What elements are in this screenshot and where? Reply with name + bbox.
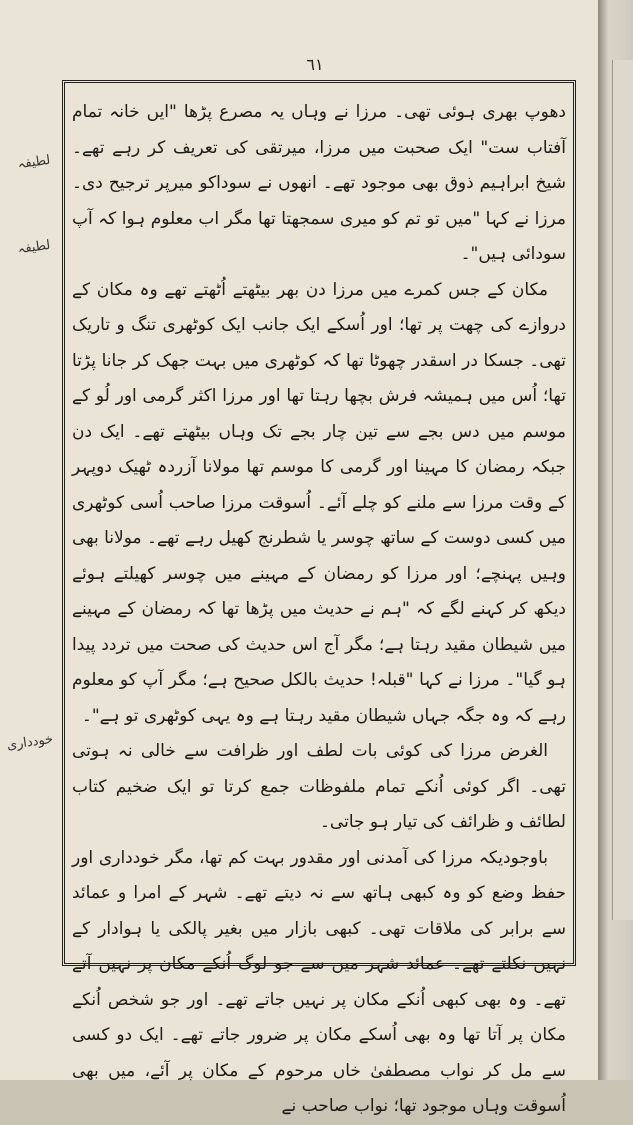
paragraph-4: باوجودیکہ مرزا کی آمدنی اور مقدور بہت کم تھا، مگر خودداری اور حفظ وضع کو وہ کبھی ہاتھ سے نہ دیتے تھے۔ شہر کے امرا و عمائد سے برابر کی ملاقات تھی۔ کبھی بازار میں بغیر پالکی یا ہوادار کے نہیں نکلتے تھے۔ عمائد شہر میں سے جو لوگ اُنکے مکان پر نہیں آتے تھے۔ وہ بھی کبھی اُنکے مکان پر نہیں جاتے تھے۔ اور جو شخص اُنکے مکان پر آتا تھا وہ بھی اُسکے مکان پر ضرور جاتے تھے۔ ایک دو کسی سے مل کر نواب مصطفیٰ خاں مرحوم کے مکان پر آئے، میں بھی اُسوقت وہاں موجود تھا؛ نواب صاحب نے <box>72 847 566 1116</box>
paragraph-1: دھوپ بھری ہوئی تھی۔ مرزا نے وہاں یہ مصرع پڑھا "ایں خانہ تمام آفتاب ست" ایک صحبت میں مرزا، میرتقی کی تعریف کر رہے تھے۔ شیخ ابراہیم ذوق بھی موجود تھے۔ انھوں نے سوداکو میرپر ترجیح دی۔ مرزا نے کہا "میں تو تم کو میری سمجھتا تھا مگر اب معلوم ہوا کہ آپ سودائی ہیں"۔ <box>72 102 566 264</box>
margin-note-latifa-2: لطیفہ <box>16 237 52 258</box>
page-body-text <box>71 95 566 1116</box>
paragraph-3: الغرض مرزا کی کوئی بات لطف اور ظرافت سے خالی نہ ہوتی تھی۔ اگر کوئی اُنکے تمام ملفوظات جمع کرتا تو ایک ضخیم کتاب لطائف و ظرائف کی تیار ہو جاتی۔ <box>72 741 566 832</box>
margin-note-khuddari: خودداری <box>5 731 55 754</box>
paragraph-2: مکان کے جس کمرے میں مرزا دن بھر بیٹھتے اُٹھتے تھے وہ مکان کے دروازے کی چھت پر تھا؛ اور اُسکے ایک جانب ایک کوٹھری تنگ و تاریک تھی۔ جسکا در اسقدر چھوٹا تھا کہ کوٹھری میں بہت جھک کر جانا پڑتا تھا؛ اُس میں ہمیشہ فرش بچھا رہتا تھا اور مرزا اکثر گرمی اور لُو کے موسم میں دس بجے سے تین چار بجے تک وہاں بیٹھتے تھے۔ ایک دن جبکہ رمضان کا مہینا اور گرمی کا موسم تھا مولانا آزردہ ٹھیک دوپہر کے وقت مرزا سے ملنے کو چلے آئے۔ اُسوقت مرزا صاحب اُسی کوٹھری میں کسی دوست کے ساتھ چوسر یا شطرنج کھیل رہے تھے۔ مولانا بھی وہیں پہنچے؛ اور مرزا کو رمضان کے مہینے میں چوسر کھیلتے ہوئے دیکھ کر کہنے لگے کہ "ہم نے حدیث میں پڑھا تھا کہ رمضان کے مہینے میں شیطان مقید رہتا ہے؛ مگر آج اس حدیث کی صحت میں تردد پیدا ہو گیا"۔ مرزا نے کہا "قبلہ! حدیث بالکل صحیح ہے؛ مگر آپ کو معلوم رہے کہ وہ جگہ جہاں شیطان مقید رہتا ہے وہ یہی کوٹھری تو ہے"۔ <box>71 279 566 726</box>
adjacent-page-edge <box>612 60 633 920</box>
margin-note-latifa-1: لطیفہ <box>16 152 52 173</box>
page-number: ٦١ <box>306 55 324 74</box>
